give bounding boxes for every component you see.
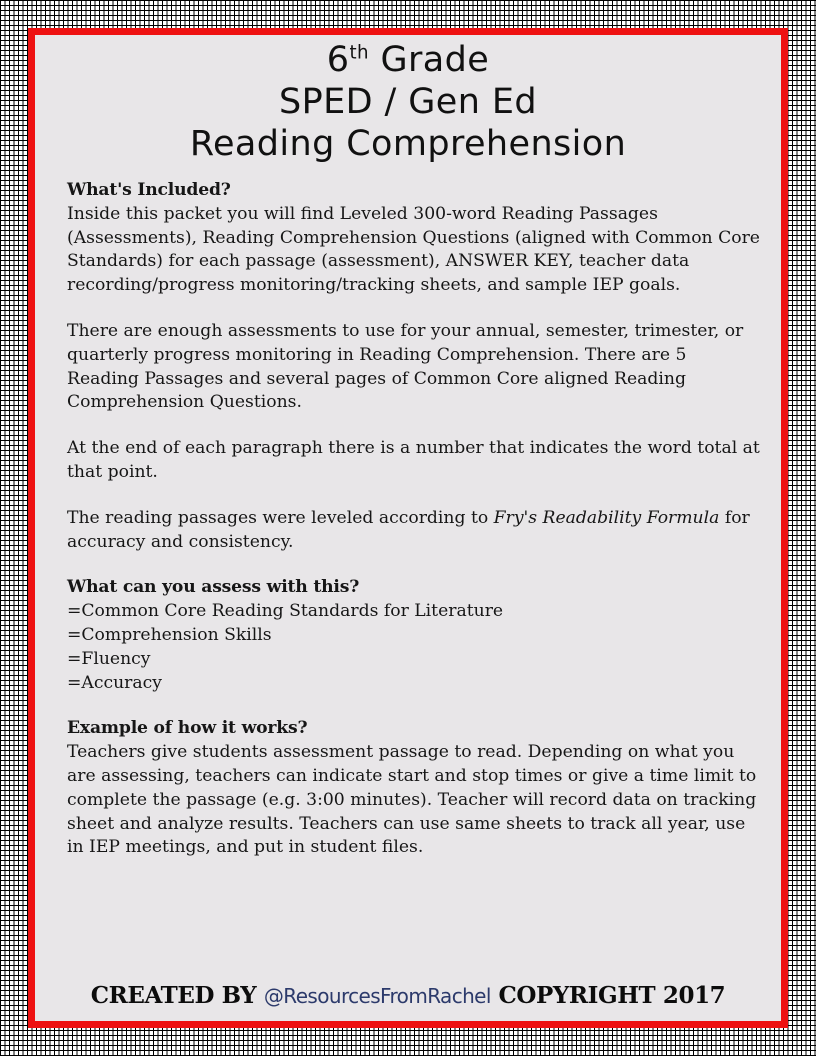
- title-line-subject: Reading Comprehension: [189, 124, 627, 164]
- list-item: [67, 600, 761, 624]
- section-example: [67, 717, 761, 860]
- bullet-marker-icon: =: [67, 624, 82, 645]
- list-item: [67, 624, 761, 648]
- section-readability: [67, 507, 761, 555]
- assessable-skills-list: [67, 600, 761, 695]
- list-item: [67, 648, 761, 672]
- document-body: [35, 165, 781, 860]
- page-title: [35, 35, 781, 165]
- section-word-total: [67, 437, 761, 485]
- section-text-assessment-count: There are enough assessments to use for your annual, semester, trimester, or quarterly progress monitoring in Reading Comprehension. There are 5 Reading Passages and several pages of Common Core aligned Reading Comprehension Questions.: [67, 320, 744, 413]
- section-heading-example: Example of how it works?: [67, 718, 308, 739]
- section-heading-assessable-skills: What can you assess with this?: [67, 577, 360, 598]
- footer-copyright-label: COPYRIGHT 2017: [498, 982, 726, 1009]
- bullet-marker-icon: =: [67, 648, 82, 669]
- list-item: [67, 672, 761, 696]
- section-text-whats-included: Inside this packet you will find Leveled 300-word Reading Passages (Assessments), Reading Comprehension Questions (aligned with Common Core Standards) for each passage (assessment), ANSWER KEY, teacher data recording/progress monitoring/tracking sheets, and sample IEP goals.: [67, 203, 760, 296]
- readability-text-pre: The reading passages were leveled according to: [67, 507, 494, 528]
- title-line-track: SPED / Gen Ed: [279, 82, 537, 122]
- list-item-label: Fluency: [81, 648, 151, 669]
- readability-formula-name: Fry's Readability Formula: [493, 507, 720, 528]
- section-text-word-total: At the end of each paragraph there is a number that indicates the word total at that point.: [67, 438, 760, 482]
- list-item-label: Accuracy: [81, 672, 162, 693]
- title-line-grade: [45, 39, 771, 81]
- section-text-example: Teachers give students assessment passage to read. Depending on what you are assessing, teachers can indicate start and stop times or give a time limit to complete the passage (e.g. 3:00 minutes). Teacher will record data on tracking sheet and analyze results. Teachers can use same sheets to track all year, use in IEP meetings, and put in student files.: [67, 742, 757, 858]
- title-grade-ordinal: th: [349, 42, 369, 64]
- title-grade-number: 6: [326, 40, 350, 80]
- section-heading-whats-included: What's Included?: [67, 180, 231, 200]
- document-sheet: [35, 35, 781, 1021]
- list-item-label: Comprehension Skills: [81, 624, 272, 645]
- footer-credit: [35, 982, 781, 1009]
- section-assessment-count: [67, 320, 761, 415]
- list-item-label: Common Core Reading Standards for Literature: [81, 601, 504, 622]
- footer-created-by-label: CREATED BY: [90, 982, 257, 1009]
- section-assessable-skills: [67, 576, 761, 695]
- footer-author-handle: @ResourcesFromRachel: [263, 984, 491, 1008]
- readability-text-post: for accuracy and consistency.: [67, 507, 750, 552]
- bullet-marker-icon: =: [67, 601, 82, 622]
- red-border-frame: [28, 28, 788, 1028]
- section-whats-included: [67, 179, 761, 298]
- title-grade-word: Grade: [368, 40, 490, 80]
- bullet-marker-icon: =: [67, 672, 82, 693]
